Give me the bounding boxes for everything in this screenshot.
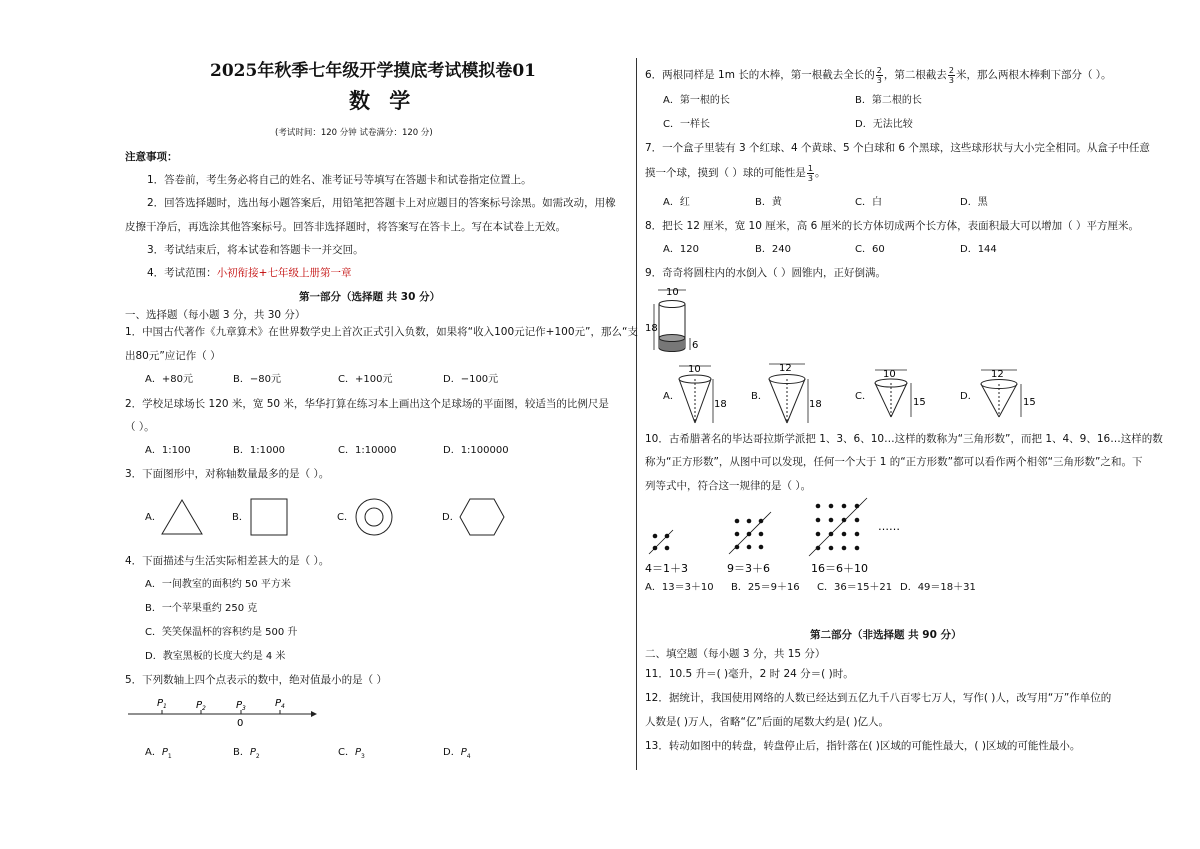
q6-option-b: B．第二根的长 (855, 95, 922, 106)
q2-line2: （ ）。 (125, 421, 155, 433)
q7-option-c: C．白 (855, 197, 882, 208)
cone-a (675, 363, 725, 427)
q8-option-d: D．144 (960, 244, 997, 255)
point-p4: $P_4$ (275, 698, 285, 710)
water-height: 6 (692, 340, 699, 351)
number-line (125, 692, 325, 728)
q4-line1: 4．下面描述与生活实际相差甚大的是（ ）。 (125, 555, 330, 567)
zero-label: 0 (237, 718, 244, 729)
q10-line3: 列等式中，符合这一规律的是（ ）。 (645, 480, 812, 492)
cone-b (765, 361, 821, 427)
subject-title: 数 学 (349, 88, 417, 113)
q3-option-d: D． (442, 512, 460, 523)
q1-line2: 出80元”应记作（ ） (125, 350, 221, 362)
hexagon-shape (457, 496, 507, 538)
q5-option-b: B．$P_2$ (233, 747, 260, 760)
q9-option-a: A． (663, 391, 680, 402)
q7-line1: 7．一个盒子里装有 3 个红球、4 个黄球、5 个白球和 6 个黑球，这些球形状与大小完全相同。从盒子中任意 (645, 142, 1150, 154)
dots-2x2 (649, 530, 673, 554)
note-4: 4．考试范围：小初衔接+七年级上册第一章 (147, 267, 352, 279)
point-p3: $P_3$ (236, 700, 246, 712)
q6-option-d: D．无法比较 (855, 119, 913, 130)
notes-heading: 注意事项： (125, 151, 178, 163)
svg-text:12: 12 (779, 363, 792, 374)
q8-option-a: A．120 (663, 244, 699, 255)
q5-line1: 5．下列数轴上四个点表示的数中，绝对值最小的是（ ） (125, 674, 388, 686)
note-1: 1．答卷前，考生务必将自己的姓名、准考证号等填写在答题卡和试卷指定位置上。 (147, 174, 532, 186)
q1-option-d: D．−100元 (443, 374, 499, 385)
part2-heading: 第二部分（非选择题 共 90 分） (810, 629, 962, 641)
q2-option-c: C．1:10000 (338, 445, 397, 456)
q8-line1: 8．把长 12 厘米，宽 10 厘米，高 6 厘米的长方体切成两个长方体，表面积最大可以增加（ ）平方厘米。 (645, 220, 1139, 232)
column-divider (636, 58, 637, 770)
svg-text:12: 12 (991, 369, 1004, 380)
dots-3x3 (729, 512, 771, 554)
q7-line2: 摸一个球，摸到（ ）球的可能性是 $\frac{1}{3}$ 。 (645, 163, 826, 183)
q12-line2: 人数是( )万人，省略“亿”后面的尾数大约是( )亿人。 (645, 716, 889, 728)
q6-option-c: C．一样长 (663, 119, 710, 130)
q3-option-c: C． (337, 512, 354, 523)
cylinder-height: 18 (645, 323, 658, 334)
square-numbers-figure (645, 496, 935, 576)
q2-option-a: A．1:100 (145, 445, 191, 456)
q1-option-b: B．−80元 (233, 374, 281, 385)
q4-option-a: A．一间教室的面积约 50 平方米 (145, 579, 291, 590)
q2-line1: 2．学校足球场长 120 米，宽 50 米，华华打算在练习本上画出这个足球场的平面图，较适当的比例尺是 (125, 398, 609, 410)
q10-option-c: C．36＝15＋21 (817, 582, 893, 593)
q10-line1: 10．古希腊著名的毕达哥拉斯学派把 1、3、6、10…这样的数称为“三角形数”，而把 1、4、9、16…这样的数 (645, 433, 1163, 445)
q9-option-b: B． (751, 391, 768, 402)
part1-heading: 第一部分（选择题 共 30 分） (299, 291, 441, 303)
svg-text:15: 15 (913, 397, 926, 408)
exam-scope: 小初衔接+七年级上册第一章 (216, 267, 352, 279)
q6-option-a: A．第一根的长 (663, 95, 730, 106)
q5-option-d: D．$P_4$ (443, 747, 471, 760)
ellipsis: …… (878, 520, 900, 533)
q5-option-a: A．$P_1$ (145, 747, 172, 760)
cone-c (871, 367, 931, 423)
q8-option-b: B．240 (755, 244, 791, 255)
q11-line1: 11．10.5 升＝( )毫升，2 时 24 分＝( )时。 (645, 668, 854, 680)
q7-option-b: B．黄 (755, 197, 782, 208)
q8-option-c: C．60 (855, 244, 885, 255)
q3-option-a: A． (145, 512, 162, 523)
section1-heading: 一、选择题（每小题 3 分，共 30 分） (125, 309, 306, 321)
q4-option-b: B．一个苹果重约 250 克 (145, 603, 258, 614)
q7-option-a: A．红 (663, 197, 690, 208)
q5-option-c: C．$P_3$ (338, 747, 365, 760)
note-3: 3．考试结束后，将本试卷和答题卡一并交回。 (147, 244, 364, 256)
fig-label-2: 9＝3＋6 (727, 562, 770, 575)
svg-text:10: 10 (688, 364, 701, 375)
cylinder-figure (645, 286, 705, 358)
ring-shape (353, 496, 395, 538)
q12-line1: 12．据统计，我国使用网络的人数已经达到五亿九千八百零七万人，写作( )人，改写用“万”作单位的 (645, 692, 1112, 704)
q2-option-b: B．1:1000 (233, 445, 286, 456)
q13-line1: 13．转动如图中的转盘，转盘停止后，指针落在( )区域的可能性最大，( )区域的可能性最小。 (645, 740, 1081, 752)
exam-title: 2025年秋季七年级开学摸底考试模拟卷01 (210, 61, 536, 81)
triangle-shape (159, 497, 205, 537)
q10-option-d: D．49＝18＋31 (900, 582, 976, 593)
q9-line1: 9．奇奇将圆柱内的水倒入（ ）圆锥内，正好倒满。 (645, 267, 887, 279)
section2-heading: 二、填空题（每小题 3 分，共 15 分） (645, 648, 826, 660)
q9-option-d: D． (960, 391, 978, 402)
q4-option-c: C．笑笑保温杯的容积约是 500 升 (145, 627, 298, 638)
q6-fraction-2: $\frac{2}{3}$ (948, 65, 954, 85)
fig-label-3: 16＝6＋10 (811, 562, 868, 575)
q1-line1: 1．中国古代著作《九章算术》在世界数学史上首次正式引入负数，如果将“收入100元记作+100元”，那么“支 (125, 326, 638, 338)
q10-line2: 称为“正方形数”，从图中可以发现，任何一个大于 1 的“正方形数”都可以看作两个相邻“三角形数”之和。下 (645, 456, 1143, 468)
fig-label-1: 4＝1＋3 (645, 562, 688, 575)
q2-option-d: D．1:100000 (443, 445, 509, 456)
point-p2: $P_2$ (196, 700, 206, 712)
svg-text:10: 10 (883, 369, 896, 380)
q6-fraction-1: $\frac{2}{3}$ (876, 65, 882, 85)
cone-d (977, 367, 1039, 423)
svg-text:15: 15 (1023, 397, 1036, 408)
exam-meta: (考试时间：120 分钟 试卷满分：120 分) (275, 128, 433, 138)
q4-option-d: D．教室黑板的长度大约是 4 米 (145, 651, 286, 662)
q6-line1: 6．两根同样是 1m 长的木棒，第一根截去全长的 $\frac{2}{3}$ ，第二根截去 $\frac{2}{3}$ 米，那么两根木棒剩下部分（ ）。 (645, 65, 1112, 85)
square-shape (247, 497, 289, 537)
dots-4x4 (809, 498, 867, 556)
point-p1: $P_1$ (157, 698, 167, 710)
q1-option-a: A．+80元 (145, 374, 193, 385)
cylinder-diameter: 10 (666, 287, 679, 298)
svg-text:18: 18 (809, 399, 822, 410)
q3-line1: 3．下面图形中，对称轴数量最多的是（ ）。 (125, 468, 330, 480)
q7-fraction: $\frac{1}{3}$ (807, 163, 813, 183)
q9-option-c: C． (855, 391, 872, 402)
q10-option-b: B．25＝9＋16 (731, 582, 800, 593)
note-2: 2．回答选择题时，选出每小题答案后，用铅笔把答题卡上对应题目的答案标号涂黑。如需改动，用橡 (147, 197, 616, 209)
q10-option-a: A．13＝3＋10 (645, 582, 714, 593)
q1-option-c: C．+100元 (338, 374, 393, 385)
q3-option-b: B． (232, 512, 249, 523)
note-2-cont: 皮擦干净后，再选涂其他答案标号。回答非选择题时，将答案写在答卡上。写在本试卷上无效。 (125, 221, 566, 233)
svg-text:18: 18 (714, 399, 727, 410)
q7-option-d: D．黑 (960, 197, 988, 208)
